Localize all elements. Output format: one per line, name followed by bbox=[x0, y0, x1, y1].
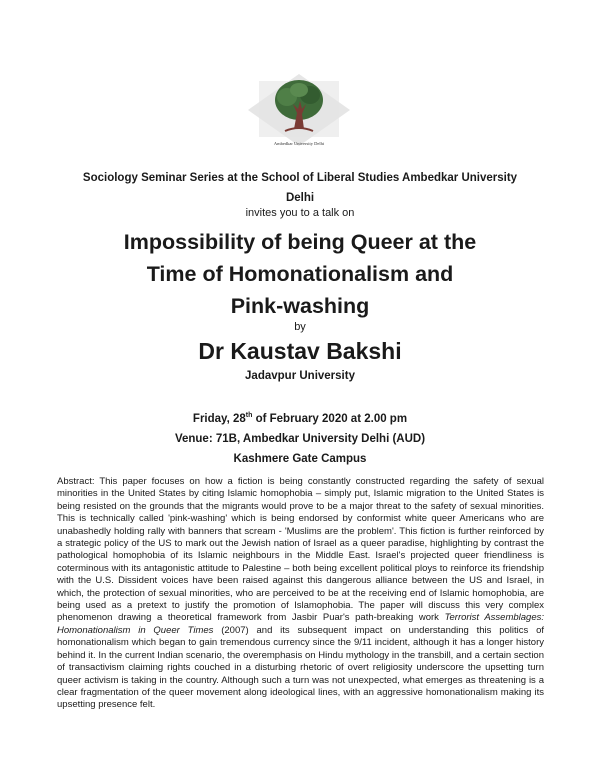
by-text: by bbox=[294, 321, 306, 333]
abstract-part-1: Abstract: This paper focuses on how a fiction is being constantly constructed regarding the safety of sexual minorities in the United States by citing Islamic homophobia – simply put, Islamic migration to the United States is being resisted on the grounds that the migrants would prove to be a major threat to the safety of sexual minorities. This is technically called 'pink-washing' which is being endorsed by conformist white queer Americans who are unabashedly holding rally with banners that scream - 'Muslims are the problem'. This fiction is further reinforced by a strategic policy of the US to mark out the Jewish nation of Israel as a queer paradise, highlighting by contrast the pathological homophobia of its Islamic neighbours in the Middle East. Israel's projected queer friendliness is coterminous with its antagonistic attitude to Palestine – both being excellent political ploys to reinforce its friendship with the U.S. Dissident voices have been raised against this dangerous alliance between the US and Israel, in which, the protection of sexual minorities, who are perceived to be at the receiving end of Islamic homophobia, are being used as a pretext to justify the promotion of Islamophobia. The paper will discuss this very complex phenomenon drawing a theoretical framework from Jasbir Puar's path-breaking work bbox=[57, 476, 544, 624]
speaker-affiliation: Jadavpur University bbox=[245, 370, 355, 382]
abstract-paragraph bbox=[57, 476, 544, 712]
tree-emblem-icon bbox=[247, 73, 351, 147]
event-campus: Kashmere Gate Campus bbox=[233, 452, 367, 465]
event-date bbox=[0, 406, 600, 429]
book-title: Terrorist Assemblages: Homonationalism in Queer Times bbox=[57, 612, 544, 636]
title-line-1: Impossibility of being Queer at the bbox=[123, 230, 477, 254]
event-venue: Venue: 71B, Ambedkar University Delhi (AUD) bbox=[174, 432, 426, 445]
invitation-text: invites you to a talk on bbox=[245, 207, 355, 219]
date-prefix: Friday, 28 bbox=[192, 412, 246, 425]
series-line-1: Sociology Seminar Series at the School of Liberal Studies Ambedkar University bbox=[82, 172, 518, 184]
date-suffix: th bbox=[245, 412, 253, 419]
event-details bbox=[0, 406, 600, 469]
abstract-part-2: (2007) and its subsequent impact on understanding this politics of homonationalism which began to gain tremendous currency since the 9/11 incident, although it has a longer history behind it. In the current Indian scenario, the overemphasis on Hindu mythology in the transbill, and a certain section of transactivism claiming rights couched in a disturbing rhetoric of overt religiosity underscore the upsetting turn queer activism is taking in the country. Although such a turn was not unexpected, what emerges as threatening is a clear fragmentation of the queer movement along ideological lines, with an aggressive homonationalism making its upsetting presence felt. bbox=[57, 624, 544, 711]
university-logo bbox=[247, 73, 351, 147]
title-line-3: Pink-washing bbox=[230, 294, 370, 318]
logo-caption: Ambedkar University Delhi bbox=[273, 141, 325, 146]
series-line-2: Delhi bbox=[285, 192, 315, 204]
seminar-series-heading bbox=[70, 168, 530, 208]
talk-title bbox=[60, 226, 540, 322]
title-line-2: Time of Homonationalism and bbox=[146, 262, 454, 286]
speaker-name: Dr Kaustav Bakshi bbox=[198, 338, 402, 364]
date-rest: of February 2020 at 2.00 pm bbox=[252, 412, 408, 425]
